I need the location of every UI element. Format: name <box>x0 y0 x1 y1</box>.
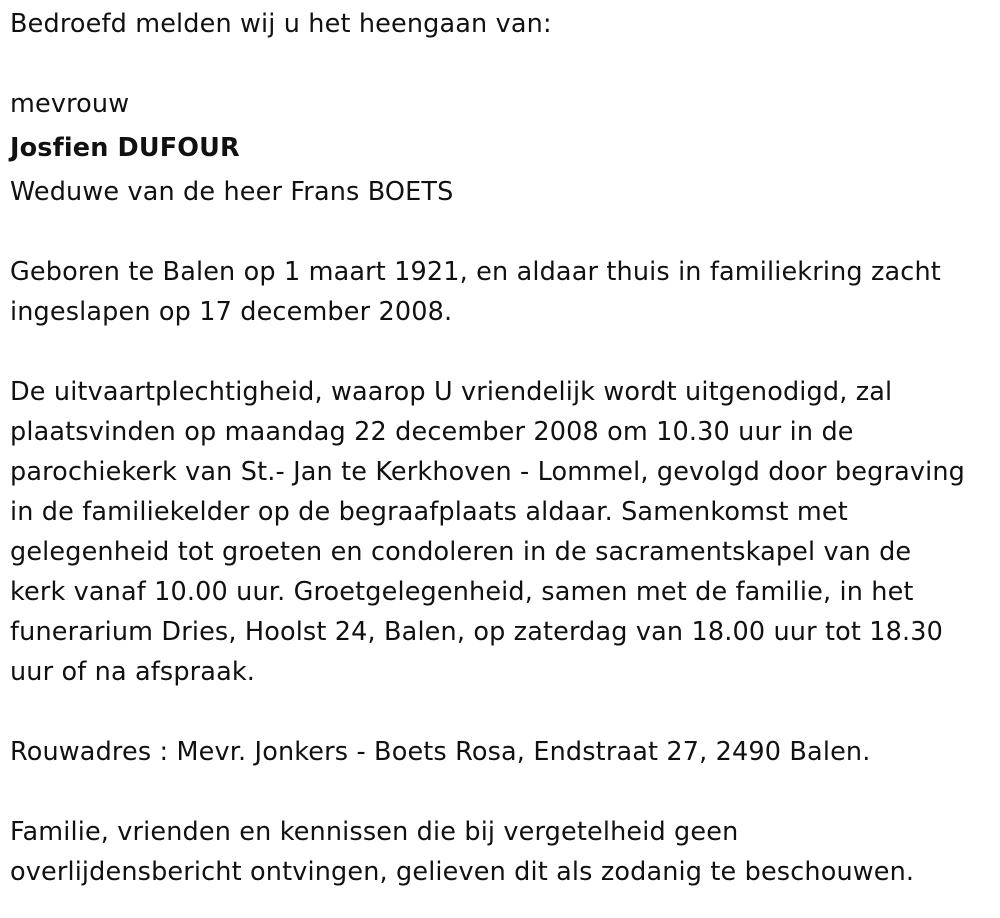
paragraph-line: gelegenheid tot groeten en condoleren in de sacramentskapel van de <box>10 537 912 567</box>
widow-of-text: Weduwe van de heer Frans BOETS <box>10 177 454 207</box>
death-notice-document <box>10 4 995 892</box>
paragraph-line: funerarium Dries, Hoolst 24, Balen, op zaterdag van 18.00 uur tot 18.30 <box>10 617 944 647</box>
spacer <box>10 212 995 252</box>
paragraph-line: Geboren te Balen op 1 maart 1921, en aldaar thuis in familiekring zacht <box>10 257 941 287</box>
closing-paragraph <box>10 812 995 892</box>
paragraph-line: plaatsvinden op maandag 22 december 2008 om 10.30 uur in de <box>10 417 854 447</box>
salutation: mevrouw <box>10 89 130 119</box>
spacer <box>10 692 995 732</box>
paragraph-line: Familie, vrienden en kennissen die bij vergetelheid geen <box>10 817 739 847</box>
deceased-name: Josfien DUFOUR <box>10 133 240 163</box>
paragraph-line: ingeslapen op 17 december 2008. <box>10 297 453 327</box>
paragraph-line: kerk vanaf 10.00 uur. Groetgelegenheid, samen met de familie, in het <box>10 577 914 607</box>
birth-death-paragraph <box>10 252 995 332</box>
paragraph-line: overlijdensbericht ontvingen, gelieven dit als zodanig te beschouwen. <box>10 857 915 887</box>
paragraph-line: in de familiekelder op de begraafplaats aldaar. Samenkomst met <box>10 497 848 527</box>
mourning-address: Rouwadres : Mevr. Jonkers - Boets Rosa, Endstraat 27, 2490 Balen. <box>10 737 871 767</box>
paragraph-line: parochiekerk van St.- Jan te Kerkhoven - Lommel, gevolgd door begraving <box>10 457 965 487</box>
paragraph-line: De uitvaartplechtigheid, waarop U vriendelijk wordt uitgenodigd, zal <box>10 377 893 407</box>
funeral-paragraph <box>10 372 995 692</box>
intro-text: Bedroefd melden wij u het heengaan van: <box>10 9 552 39</box>
spacer <box>10 332 995 372</box>
spacer <box>10 44 995 84</box>
paragraph-line: uur of na afspraak. <box>10 657 256 687</box>
spacer <box>10 772 995 812</box>
